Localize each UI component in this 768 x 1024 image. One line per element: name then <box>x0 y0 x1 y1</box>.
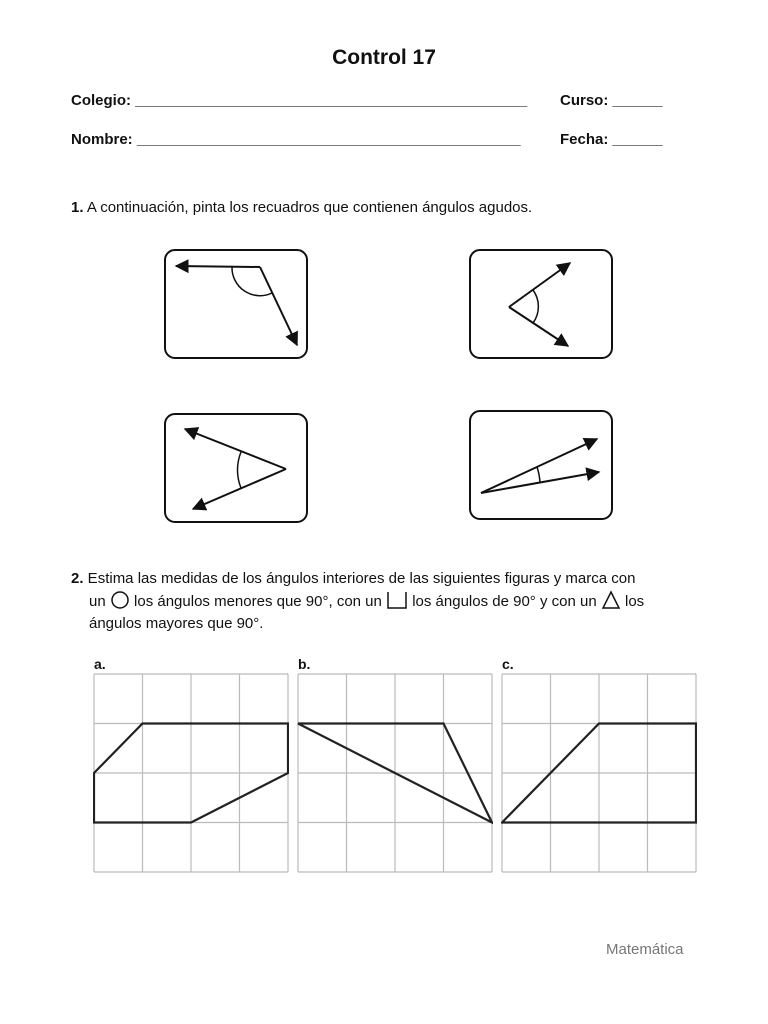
figure-a-grid <box>93 673 289 874</box>
figure-a-label: a. <box>94 656 106 672</box>
page-title: Control 17 <box>332 46 436 69</box>
angle-box-1[interactable] <box>164 249 308 361</box>
question-2-text-2a: un <box>89 593 110 610</box>
question-2-text-3: ángulos mayores que 90°. <box>89 615 264 632</box>
question-1 <box>71 199 532 216</box>
question-2-number: 2. <box>71 570 84 587</box>
angle-box-3[interactable] <box>164 413 308 525</box>
figure-c-grid <box>501 673 697 874</box>
curso-label: Curso: <box>560 92 613 109</box>
square-icon <box>386 590 408 610</box>
nombre-field[interactable] <box>71 131 521 148</box>
fecha-field[interactable] <box>560 131 663 148</box>
triangle-icon <box>601 590 621 610</box>
colegio-field[interactable] <box>71 92 527 109</box>
fecha-label: Fecha: <box>560 131 613 148</box>
colegio-label: Colegio: <box>71 92 136 109</box>
footer-subject: Matemática <box>606 941 684 958</box>
question-2-text-2b: los ángulos menores que 90°, con un <box>129 593 387 610</box>
question-1-number: 1. <box>71 199 84 216</box>
question-2-text-1: Estima las medidas de los ángulos interiores de las siguientes figuras y marca con <box>83 570 636 587</box>
figure-b-grid <box>297 673 493 874</box>
angle-box-4[interactable] <box>469 410 613 522</box>
figure-c-label: c. <box>502 656 514 672</box>
question-2-text-2d: los <box>620 593 645 610</box>
curso-line: ______ <box>612 92 663 109</box>
curso-field[interactable] <box>560 92 663 109</box>
question-2 <box>71 568 711 635</box>
colegio-line: _______________________________________________ <box>135 92 528 109</box>
nombre-label: Nombre: <box>71 131 137 148</box>
nombre-line: ______________________________________________ <box>136 131 521 148</box>
figure-b-label: b. <box>298 656 311 672</box>
question-1-text: A continuación, pinta los recuadros que contienen ángulos agudos. <box>83 199 533 216</box>
circle-icon <box>110 590 130 610</box>
question-2-text-2c: los ángulos de 90° y con un <box>408 593 601 610</box>
angle-box-2[interactable] <box>469 249 613 361</box>
fecha-line: ______ <box>612 131 663 148</box>
